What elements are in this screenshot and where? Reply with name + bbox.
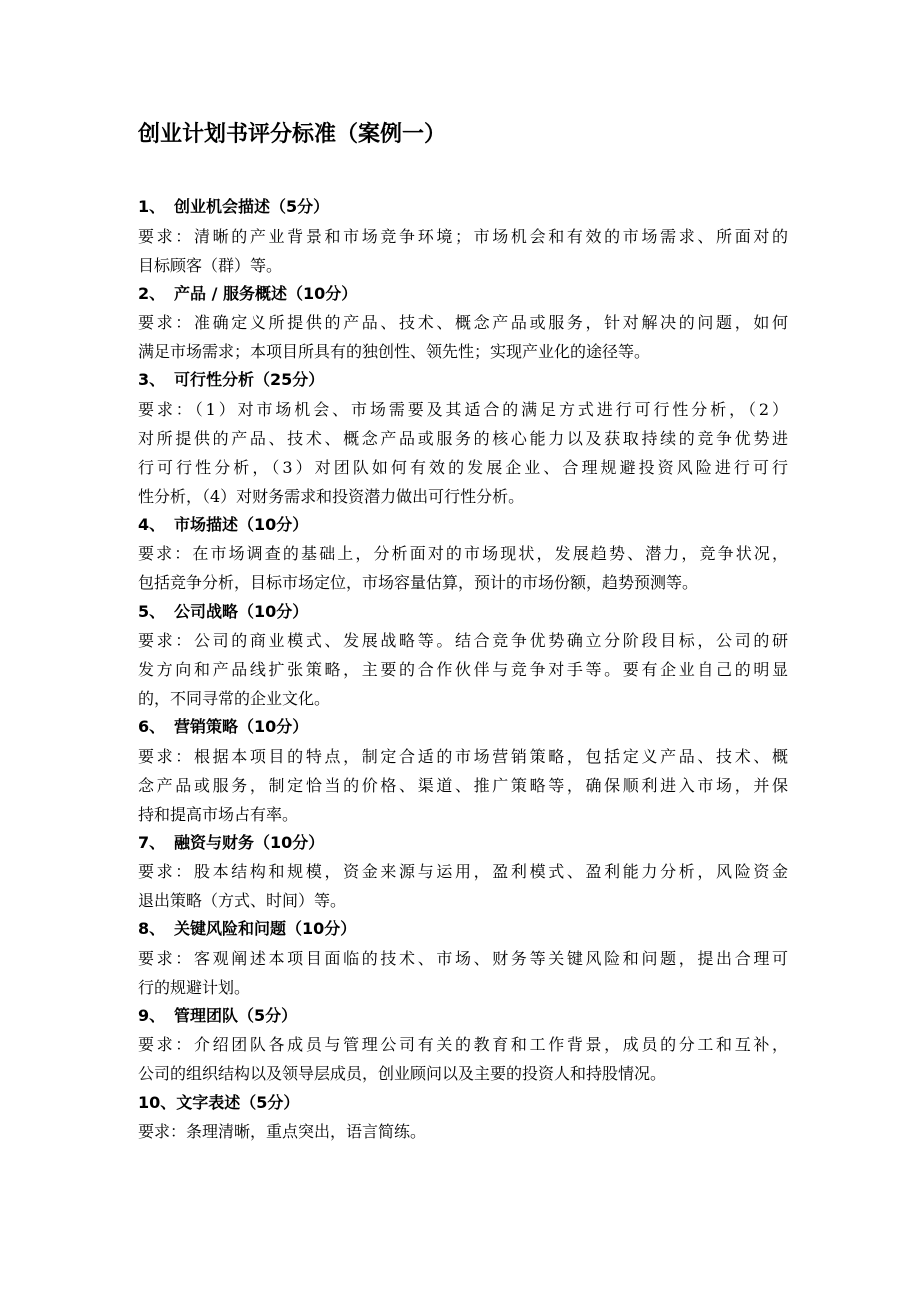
section-heading-text: 营销策略（10分） (174, 717, 309, 737)
section-heading-text: 创业机会描述（5分） (174, 197, 330, 217)
section-heading (138, 829, 788, 858)
criteria-section (138, 597, 788, 713)
criteria-section (138, 511, 788, 598)
criteria-section (138, 280, 788, 367)
section-number: 1、 (138, 197, 166, 217)
requirement-line: 要求：条理清晰，重点突出，语言简练。 (138, 1121, 427, 1141)
section-heading (138, 511, 788, 540)
requirement-line: 目标顾客（群）等。 (138, 255, 283, 275)
document-title: 创业计划书评分标准（案例一） (138, 122, 447, 147)
requirement-line: 满足市场需求；本项目所具有的独创性、领先性；实现产业化的途径等。 (138, 342, 651, 362)
section-heading-text: 文字表述（5分） (176, 1092, 300, 1112)
section-number: 9、 (138, 1006, 166, 1026)
section-heading-text: 市场描述（10分） (174, 515, 309, 535)
requirement-line: 发方向和产品线扩张策略，主要的合作伙伴与竞争对手等。要有企业自己的明显 (138, 659, 788, 679)
requirement-line: 性分析，（4）对财务需求和投资潜力做出可行性分析。 (138, 486, 525, 506)
requirement-line: 要求：清晰的产业背景和市场竞争环境；市场机会和有效的市场需求、所面对的 (138, 226, 788, 246)
section-heading (138, 280, 788, 309)
criteria-section (138, 366, 788, 511)
requirement-line: 念产品或服务，制定恰当的价格、渠道、推广策略等，确保顺利进入市场，并保 (138, 775, 788, 795)
section-number: 2、 (138, 283, 166, 303)
requirement-line: 要求：公司的商业模式、发展战略等。结合竞争优势确立分阶段目标，公司的研 (138, 630, 788, 650)
section-heading-text: 管理团队（5分） (174, 1006, 298, 1026)
requirement-line: 要求：（1）对市场机会、市场需要及其适合的满足方式进行可行性分析，（2） (138, 399, 788, 419)
requirement-line: 包括竞争分析，目标市场定位，市场容量估算，预计的市场份额，趋势预测等。 (138, 573, 699, 593)
section-number: 3、 (138, 370, 166, 390)
section-number: 7、 (138, 832, 166, 852)
requirement-line: 要求：介绍团队各成员与管理公司有关的教育和工作背景，成员的分工和互补， (138, 1035, 788, 1055)
section-heading (138, 1002, 788, 1031)
section-heading (138, 597, 788, 626)
requirement-line: 行可行性分析，（3）对团队如何有效的发展企业、合理规避投资风险进行可行 (138, 457, 788, 477)
criteria-sections (138, 193, 788, 1146)
section-heading-text: 融资与财务（10分） (174, 832, 325, 852)
section-heading-text: 可行性分析（25分） (174, 370, 325, 390)
section-number: 5、 (138, 601, 166, 621)
requirement-line: 要求：准确定义所提供的产品、技术、概念产品或服务，针对解决的问题，如何 (138, 313, 788, 333)
requirement-line: 对所提供的产品、技术、概念产品或服务的核心能力以及获取持续的竞争优势进 (138, 428, 788, 448)
criteria-section (138, 193, 788, 280)
section-number: 4、 (138, 515, 166, 535)
section-heading (138, 915, 788, 944)
requirement-line: 的，不同寻常的企业文化。 (138, 688, 331, 708)
criteria-section (138, 1002, 788, 1089)
criteria-section (138, 1088, 788, 1146)
section-heading-text: 关键风险和问题（10分） (174, 919, 357, 939)
criteria-section (138, 829, 788, 916)
criteria-section (138, 713, 788, 829)
section-heading-text: 产品 / 服务概述（10分） (174, 283, 358, 303)
section-heading-text: 公司战略（10分） (174, 601, 309, 621)
requirement-line: 要求：股本结构和规模，资金来源与运用，盈利模式、盈利能力分析，风险资金 (138, 862, 788, 882)
section-heading (138, 1088, 788, 1117)
criteria-section (138, 915, 788, 1002)
requirement-line: 要求：在市场调查的基础上，分析面对的市场现状，发展趋势、潜力，竞争状况， (138, 544, 788, 564)
requirement-line: 退出策略（方式、时间）等。 (138, 891, 347, 911)
requirement-line: 持和提高市场占有率。 (138, 804, 299, 824)
requirement-line: 行的规避计划。 (138, 977, 251, 997)
section-number: 10、 (138, 1092, 177, 1112)
requirement-line: 要求：根据本项目的特点，制定合适的市场营销策略，包括定义产品、技术、概 (138, 746, 788, 766)
section-heading (138, 366, 788, 395)
section-heading (138, 713, 788, 742)
requirement-line: 要求：客观阐述本项目面临的技术、市场、财务等关键风险和问题，提出合理可 (138, 948, 788, 968)
section-heading (138, 193, 788, 222)
requirement-line: 公司的组织结构以及领导层成员，创业顾问以及主要的投资人和持股情况。 (138, 1064, 667, 1084)
section-number: 6、 (138, 717, 166, 737)
section-number: 8、 (138, 919, 166, 939)
